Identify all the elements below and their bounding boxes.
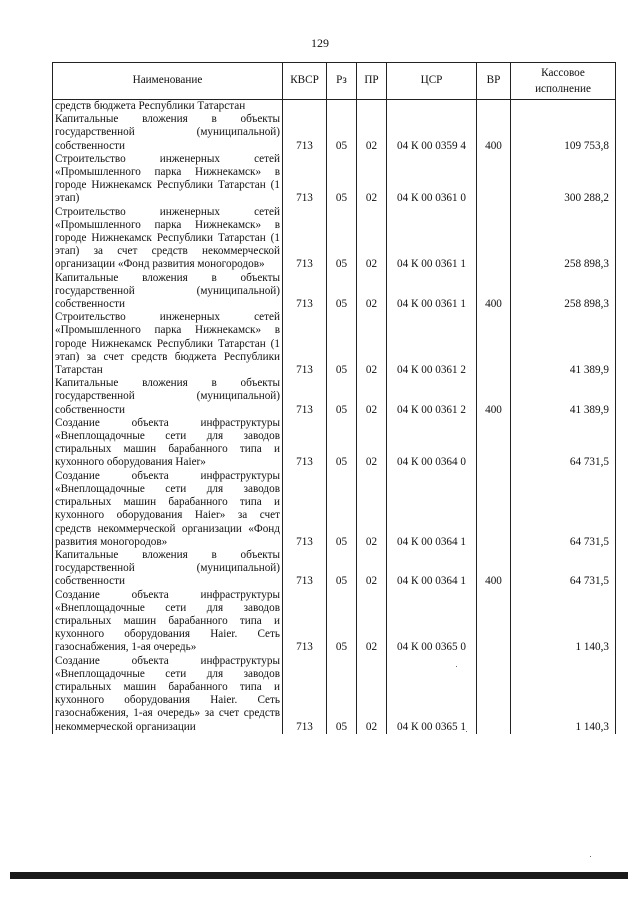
row-csr: 04 К 00 0361 1 bbox=[387, 272, 477, 312]
scan-speck bbox=[466, 731, 467, 732]
budget-execution-table bbox=[52, 62, 616, 734]
row-kvsr: 713 bbox=[283, 311, 327, 377]
row-vr: 400 bbox=[477, 377, 511, 417]
row-rz: 05 bbox=[327, 153, 357, 206]
row-amount: 1 140,3 bbox=[511, 655, 616, 734]
row-kvsr: 713 bbox=[283, 417, 327, 470]
row-rz: 05 bbox=[327, 206, 357, 272]
row-amount: 258 898,3 bbox=[511, 272, 616, 312]
table-row bbox=[53, 311, 616, 377]
row-csr: 04 К 00 0361 2 bbox=[387, 377, 477, 417]
row-pr: 02 bbox=[357, 272, 387, 312]
row-pr: 02 bbox=[357, 311, 387, 377]
row-name: Строительство инженерных сетей «Промышленного парка Нижнекамск» в городе Нижнекамск Республики Татарстан (1 этап) bbox=[53, 153, 283, 206]
row-rz: 05 bbox=[327, 311, 357, 377]
row-pr bbox=[357, 100, 387, 114]
row-name: Капитальные вложения в объекты государственной (муниципальной) собственности bbox=[53, 272, 283, 312]
row-rz: 05 bbox=[327, 113, 357, 153]
row-name: Создание объекта инфраструктуры «Внеплощадочные сети для заводов стиральных машин барабанного типа и кухонного оборудования Haier. Сеть газоснабжения, 1-ая очередь» за счет средств некоммерческой организации bbox=[53, 655, 283, 734]
table-row bbox=[53, 470, 616, 549]
row-vr bbox=[477, 311, 511, 377]
row-amount: 64 731,5 bbox=[511, 470, 616, 549]
row-rz: 05 bbox=[327, 417, 357, 470]
row-vr: 400 bbox=[477, 272, 511, 312]
scan-speck bbox=[590, 856, 591, 857]
row-pr: 02 bbox=[357, 206, 387, 272]
row-pr: 02 bbox=[357, 470, 387, 549]
row-amount bbox=[511, 100, 616, 114]
row-rz: 05 bbox=[327, 549, 357, 589]
row-kvsr: 713 bbox=[283, 272, 327, 312]
row-pr: 02 bbox=[357, 417, 387, 470]
row-pr: 02 bbox=[357, 153, 387, 206]
row-name: Создание объекта инфраструктуры «Внеплощадочные сети для заводов стиральных машин барабанного типа и кухонного оборудования Haier» за счет средств некоммерческой организации «Фонд развития моногородов» bbox=[53, 470, 283, 549]
row-rz: 05 bbox=[327, 589, 357, 655]
row-vr: 400 bbox=[477, 549, 511, 589]
row-kvsr: 713 bbox=[283, 470, 327, 549]
row-csr: 04 К 00 0361 2 bbox=[387, 311, 477, 377]
row-rz: 05 bbox=[327, 655, 357, 734]
row-csr: 04 К 00 0361 0 bbox=[387, 153, 477, 206]
row-kvsr: 713 bbox=[283, 153, 327, 206]
row-amount: 64 731,5 bbox=[511, 417, 616, 470]
row-csr: 04 К 00 0364 1 bbox=[387, 549, 477, 589]
row-vr bbox=[477, 589, 511, 655]
row-csr: 04 К 00 0361 1 bbox=[387, 206, 477, 272]
row-csr: 04 К 00 0364 1 bbox=[387, 470, 477, 549]
row-rz bbox=[327, 100, 357, 114]
table-row bbox=[53, 655, 616, 734]
row-amount: 300 288,2 bbox=[511, 153, 616, 206]
table-row bbox=[53, 272, 616, 312]
row-pr: 02 bbox=[357, 377, 387, 417]
row-vr bbox=[477, 470, 511, 549]
row-kvsr: 713 bbox=[283, 655, 327, 734]
table-row bbox=[53, 589, 616, 655]
row-kvsr: 713 bbox=[283, 589, 327, 655]
row-csr: 04 К 00 0365 1 bbox=[387, 655, 477, 734]
row-vr bbox=[477, 206, 511, 272]
table-row bbox=[53, 113, 616, 153]
row-amount: 1 140,3 bbox=[511, 589, 616, 655]
table-row bbox=[53, 153, 616, 206]
row-name: Строительство инженерных сетей «Промышленного парка Нижнекамск» в городе Нижнекамск Республики Татарстан (1 этап) за счет средств бюджета Республики Татарстан bbox=[53, 311, 283, 377]
row-pr: 02 bbox=[357, 113, 387, 153]
row-csr: 04 К 00 0359 4 bbox=[387, 113, 477, 153]
row-amount: 109 753,8 bbox=[511, 113, 616, 153]
table-row bbox=[53, 100, 616, 114]
row-name: Капитальные вложения в объекты государственной (муниципальной) собственности bbox=[53, 549, 283, 589]
row-name: Капитальные вложения в объекты государственной (муниципальной) собственности bbox=[53, 113, 283, 153]
row-pr: 02 bbox=[357, 589, 387, 655]
row-rz: 05 bbox=[327, 470, 357, 549]
header-name: Наименование bbox=[53, 63, 283, 100]
row-csr: 04 К 00 0364 0 bbox=[387, 417, 477, 470]
table-row bbox=[53, 206, 616, 272]
row-vr bbox=[477, 417, 511, 470]
row-vr bbox=[477, 655, 511, 734]
table-header-row bbox=[53, 63, 616, 100]
row-kvsr: 713 bbox=[283, 549, 327, 589]
table-row bbox=[53, 417, 616, 470]
row-vr bbox=[477, 100, 511, 114]
row-csr: 04 К 00 0365 0 bbox=[387, 589, 477, 655]
table-row bbox=[53, 377, 616, 417]
row-name: Капитальные вложения в объекты государственной (муниципальной) собственности bbox=[53, 377, 283, 417]
row-kvsr: 713 bbox=[283, 377, 327, 417]
row-name: Строительство инженерных сетей «Промышленного парка Нижнекамск» в городе Нижнекамск Республики Татарстан (1 этап) за счет средств некоммерческой организации «Фонд развития моногородов» bbox=[53, 206, 283, 272]
header-vr: ВР bbox=[477, 63, 511, 100]
row-amount: 41 389,9 bbox=[511, 311, 616, 377]
header-pr: ПР bbox=[357, 63, 387, 100]
header-csr: ЦСР bbox=[387, 63, 477, 100]
table-row bbox=[53, 549, 616, 589]
row-csr bbox=[387, 100, 477, 114]
page-number: 129 bbox=[311, 36, 329, 50]
scan-speck bbox=[456, 666, 457, 667]
row-rz: 05 bbox=[327, 272, 357, 312]
row-amount: 258 898,3 bbox=[511, 206, 616, 272]
row-pr: 02 bbox=[357, 549, 387, 589]
row-name: средств бюджета Республики Татарстан bbox=[53, 100, 283, 114]
row-amount: 41 389,9 bbox=[511, 377, 616, 417]
row-kvsr: 713 bbox=[283, 206, 327, 272]
row-name: Создание объекта инфраструктуры «Внеплощадочные сети для заводов стиральных машин барабанного типа и кухонного оборудования Haier. Сеть газоснабжения, 1-ая очередь» bbox=[53, 589, 283, 655]
row-vr: 400 bbox=[477, 113, 511, 153]
row-pr: 02 bbox=[357, 655, 387, 734]
row-rz: 05 bbox=[327, 377, 357, 417]
header-rz: Рз bbox=[327, 63, 357, 100]
header-cash-execution: Кассовое исполнение bbox=[511, 63, 616, 100]
row-vr bbox=[477, 153, 511, 206]
row-kvsr: 713 bbox=[283, 113, 327, 153]
row-kvsr bbox=[283, 100, 327, 114]
row-name: Создание объекта инфраструктуры «Внеплощадочные сети для заводов стиральных машин барабанного типа и кухонного оборудования Haier» bbox=[53, 417, 283, 470]
row-amount: 64 731,5 bbox=[511, 549, 616, 589]
scan-edge-bar bbox=[10, 872, 628, 879]
header-kvsr: КВСР bbox=[283, 63, 327, 100]
